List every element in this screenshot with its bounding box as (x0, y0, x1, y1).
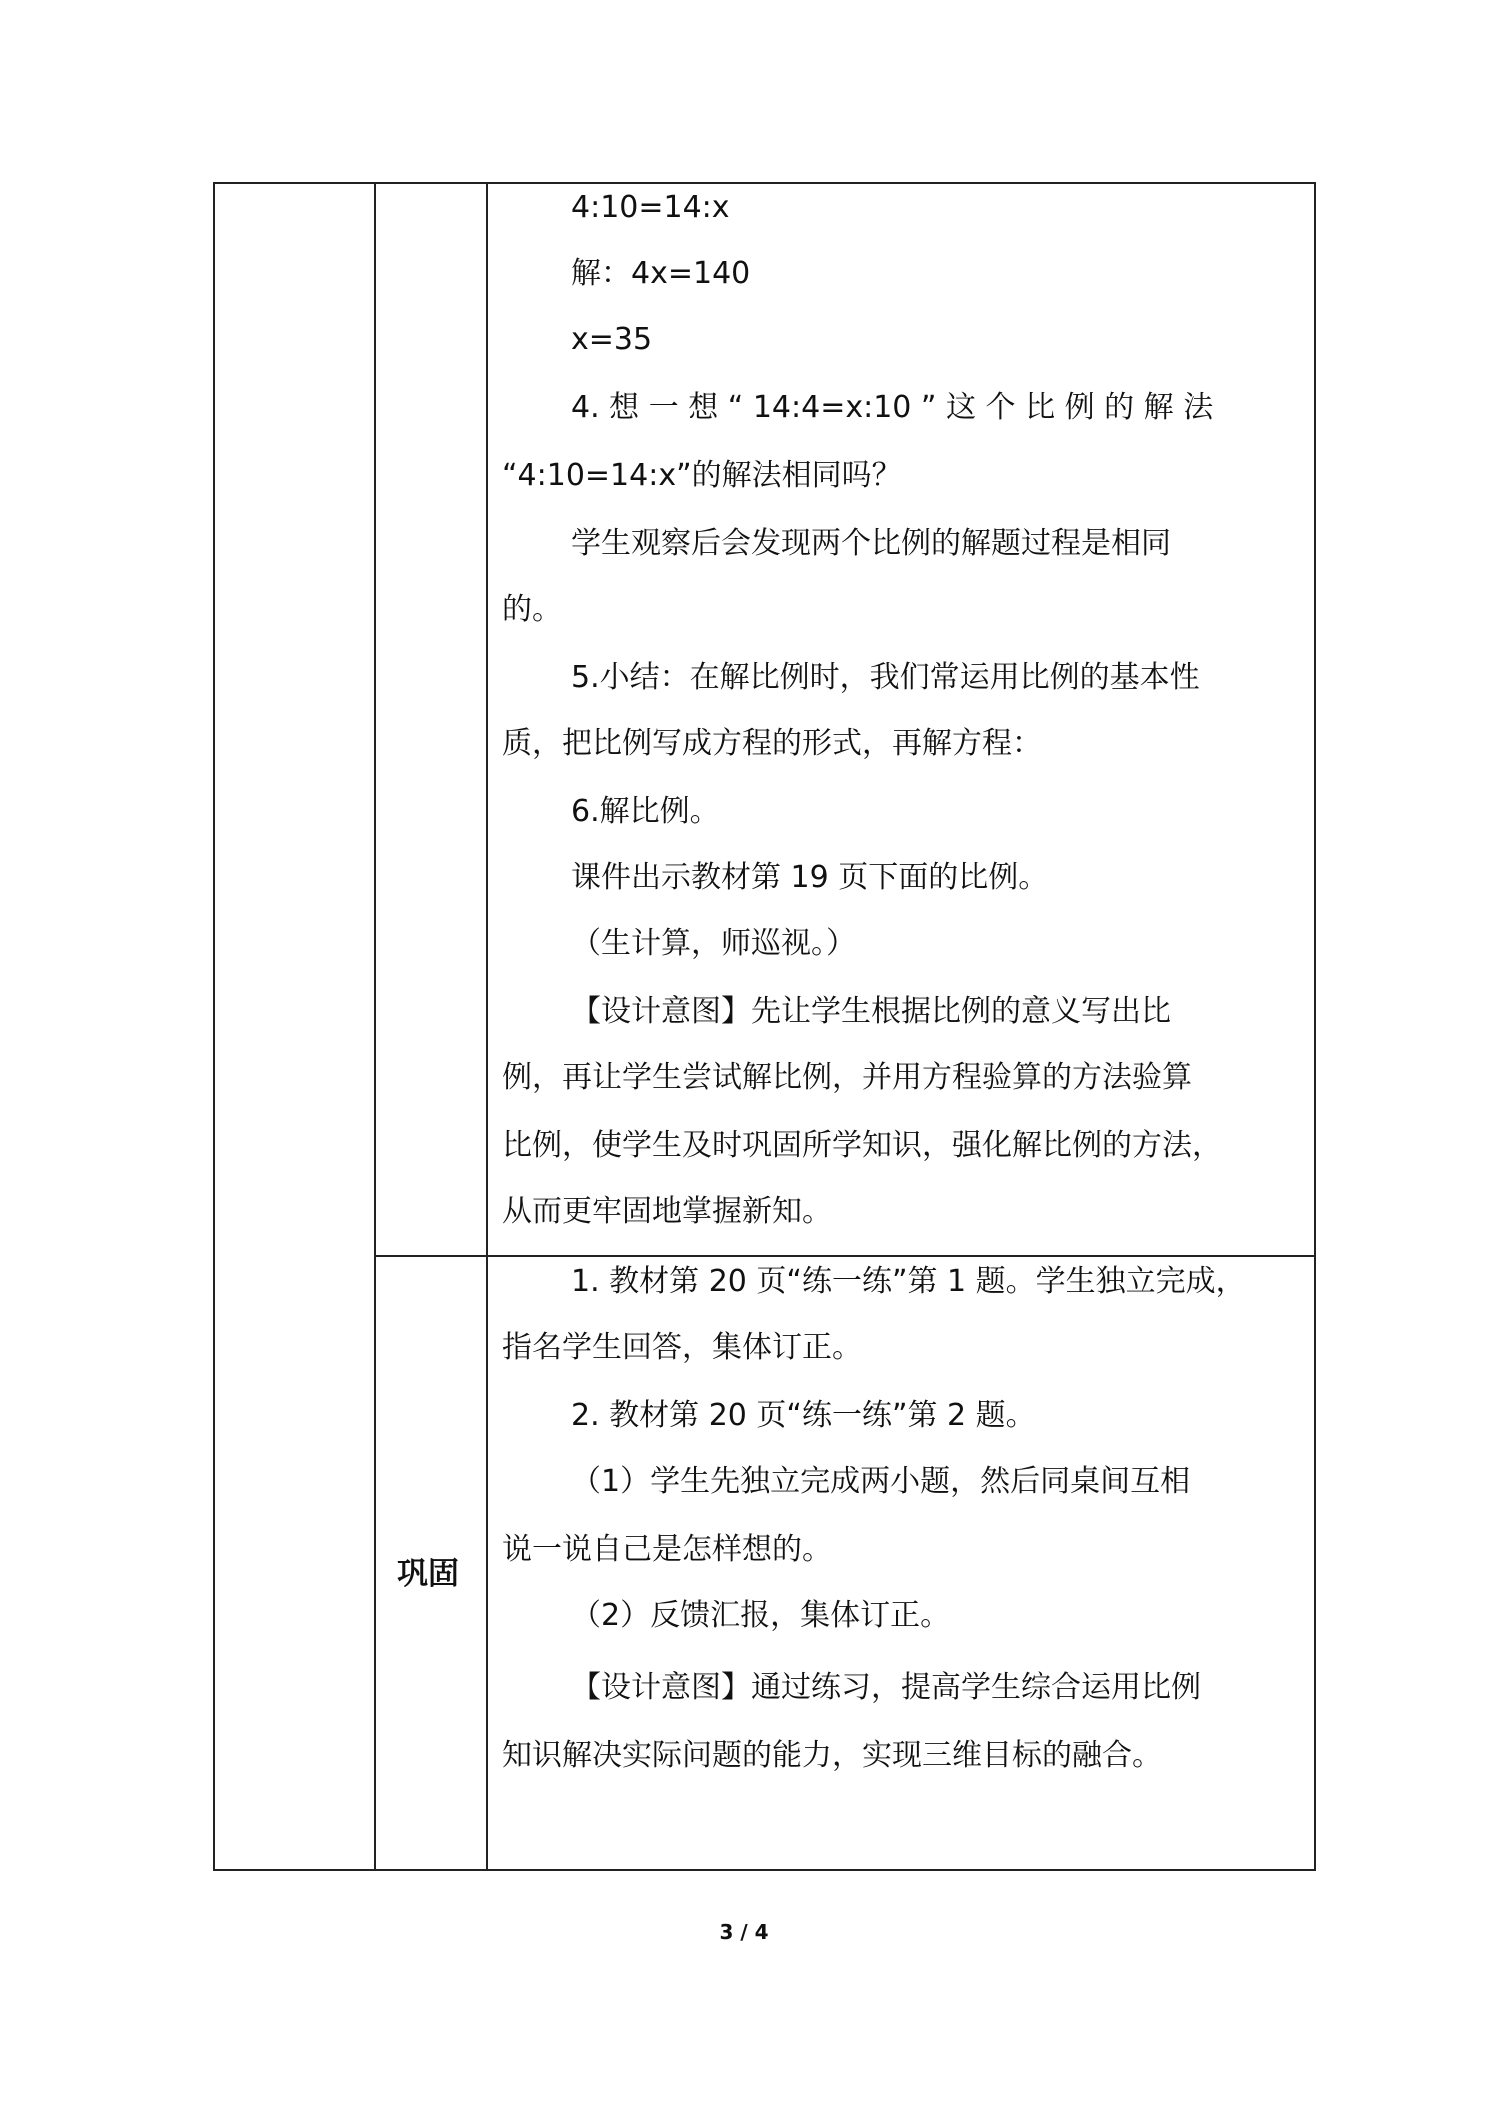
design-intent-line-3: 比例，使学生及时巩固所学知识，强化解比例的方法， (502, 1128, 1222, 1163)
column-divider-2 (486, 184, 488, 1869)
exercise-2-step-2-line: （2）反馈汇报，集体订正。 (571, 1598, 951, 1633)
exercise-2-line: 2. 教材第 20 页“练一练”第 2 题。 (571, 1398, 1036, 1433)
design-intent-line-4: 从而更牢固地掌握新知。 (502, 1194, 832, 1229)
exercise-1-line-1: 1. 教材第 20 页“练一练”第 1 题。学生独立完成， (571, 1264, 1246, 1299)
summary-line-1: 5.小结：在解比例时，我们常运用比例的基本性 (571, 660, 1200, 695)
design-intent-line-2: 例，再让学生尝试解比例，并用方程验算的方法验算 (502, 1060, 1192, 1095)
step-6-line: 6.解比例。 (571, 794, 720, 829)
summary-line-2: 质，把比例写成方程的形式，再解方程： (502, 726, 1042, 761)
activity-line: （生计算，师巡视。） (571, 926, 856, 961)
section-label-consolidation: 巩固 (397, 1556, 459, 1592)
design-intent-line-1: 【设计意图】先让学生根据比例的意义写出比 (571, 994, 1171, 1029)
answer-line: x=35 (571, 322, 653, 357)
column-divider-1 (374, 184, 376, 1869)
page-number: 3 / 4 (719, 1920, 769, 1944)
courseware-line: 课件出示教材第 19 页下面的比例。 (571, 860, 1049, 895)
solution-line: 解：4x=140 (571, 256, 751, 291)
observation-line-1: 学生观察后会发现两个比例的解题过程是相同 (571, 526, 1171, 561)
equation-line: 4:10=14:x (571, 190, 730, 225)
design-intent-2-line-1: 【设计意图】通过练习，提高学生综合运用比例 (571, 1670, 1201, 1705)
upper-cell-content (502, 188, 1314, 1248)
design-intent-2-line-2: 知识解决实际问题的能力，实现三维目标的融合。 (502, 1738, 1162, 1773)
question-4-line-1: 4. 想 一 想 “ 14:4=x:10 ” 这 个 比 例 的 解 法 (571, 390, 1214, 425)
exercise-2-step-1-line-1: （1）学生先独立完成两小题，然后同桌间互相 (571, 1464, 1191, 1499)
exercise-2-step-1-line-2: 说一说自己是怎样想的。 (502, 1532, 832, 1567)
observation-line-2: 的。 (502, 592, 562, 627)
exercise-1-line-2: 指名学生回答，集体订正。 (502, 1330, 862, 1365)
question-4-line-2: “4:10=14:x”的解法相同吗？ (502, 458, 902, 493)
row-divider (374, 1255, 1314, 1257)
lower-cell-content (502, 1262, 1314, 1822)
